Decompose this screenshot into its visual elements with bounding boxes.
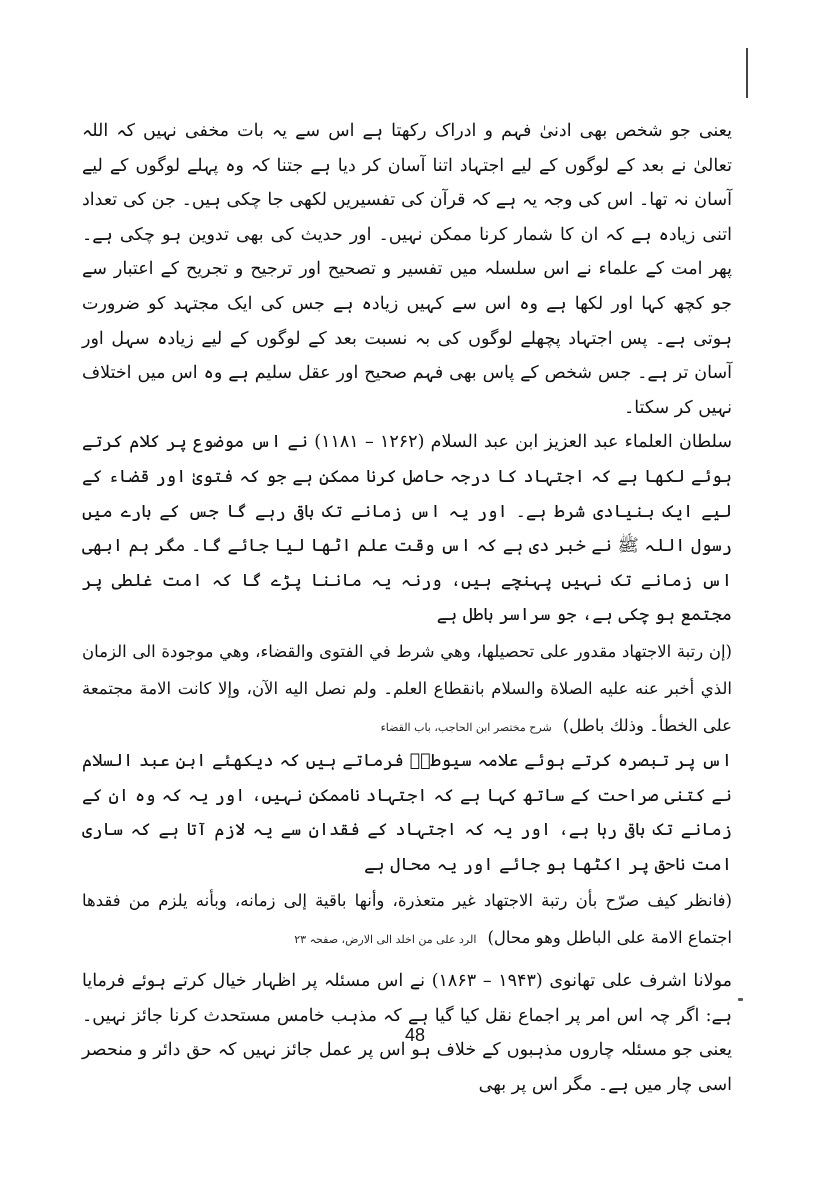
paragraph-4: مولانا اشرف علی تھانوی (۱۹۴۳ – ۱۸۶۳) نے اس مسئلہ پر اظہار خیال کرتے ہوئے فرمایا ہے: اگر چہ اس امر پر اجماع نقل کیا گیا ہے کہ مذہب خامس مستحدث کرنا جائز نہیں۔ یعنی جو مسئلہ چاروں مذہبوں کے خلاف ہو اس پر عمل جائز نہیں کہ حق دائر و منحصر اسی چار میں ہے۔ مگر اس پر بھی: [82, 971, 733, 1096]
paragraph-3: اس پر تبصرہ کرتے ہوئے علامہ سیوطیؒ فرماتے ہیں کہ دیکھئے ابن عبد السلام نے کتنی صراحت کے ساتھ کہا ہے کہ اجتہاد ناممکن نہیں، اور یہ کہ وہ ان کے زمانے تک باقی رہا ہے، اور یہ کہ اجتہاد کے فقدان سے یہ لازم آتا ہے کہ ساری امت ناحق پر اکٹھا ہو جائے اور یہ محال ہے: [82, 750, 732, 875]
source-reference-2: الرد علی من اخلد الی الارض، صفحہ ۲۳: [294, 933, 477, 947]
margin-dot: [738, 998, 743, 1001]
arabic-quote-block-2: [82, 882, 732, 956]
arabic-quote-block-1: [82, 633, 732, 744]
page-body: [82, 100, 732, 1103]
arabic-quote-2: (فانظر كيف صرّح بأن رتبة الاجتهاد غير متعذرة، وأنها باقية إلى زمانه، وبأنه يلزم من فقدها اجتماع الامة على الباطل وهو محال): [82, 891, 732, 948]
arabic-quote-1: (إن رتبة الاجتهاد مقدور على تحصيلها، وهي شرط في الفتوى والقضاء، وهي موجودة الى الزمان الذي أخبر عنه عليه الصلاة والسلام بانقطاع العلم۔ ولم نصل اليه الآن، وإلا كانت الامة مجتمعة على الخطأ۔ وذلك باطل): [82, 641, 732, 735]
margin-binding-line: [746, 48, 748, 98]
source-reference-1: شرح مختصر ابن الحاجب، باب القضاء: [380, 720, 552, 734]
paragraph-1: یعنی جو شخص بھی ادنیٰ فہم و ادراک رکھتا ہے اس سے یہ بات مخفی نہیں کہ اللہ تعالیٰ نے بعد کے لوگوں کے لیے اجتہاد اتنا آسان کر دیا ہے جتنا کہ وہ پہلے لوگوں کے لیے آسان نہ تھا۔ اس کی وجہ یہ ہے کہ قرآن کی تفسیریں لکھی جا چکی ہیں۔ جن کی تعداد اتنی زیادہ ہے کہ ان کا شمار کرنا ممکن نہیں۔ اور حدیث کی بھی تدوین ہو چکی ہے۔ پھر امت کے علماء نے اس سلسلہ میں تفسیر و تصحیح اور ترجیح و تجریح کے اعتبار سے جو کچھ کہا اور لکھا ہے وہ اس سے کہیں زیادہ ہے جس کی ایک مجتہد کو ضرورت ہوتی ہے۔ پس اجتہاد پچھلے لوگوں کی بہ نسبت بعد کے لوگوں کے لیے زیادہ سہل اور آسان تر ہے۔ جس شخص کے پاس بھی فہم صحیح اور عقل سلیم ہے وہ اس میں اختلاف نہیں کر سکتا۔: [82, 121, 732, 418]
paragraph-2: سلطان العلماء عبد العزیز ابن عبد السلام (۱۲۶۲ – ۱۱۸۱) نے اس موضوع پر کلام کرتے ہوئے لکھا ہے کہ اجتہاد کا درجہ حاصل کرنا ممکن ہے جو کہ فتویٰ اور قضاء کے لیے ایک بنیادی شرط ہے۔ اور یہ اس زمانے تک باقی رہے گا جس کے بارے میں رسول اللہ ﷺ نے خبر دی ہے کہ اس وقت علم اٹھا لیا جائے گا۔ مگر ہم ابھی اس زمانے تک نہیں پہنچے ہیں، ورنہ یہ ماننا پڑے گا کہ امت غلطی پر مجتمع ہو چکی ہے، جو سراسر باطل ہے: [82, 432, 732, 626]
page-number: 48: [404, 1025, 426, 1045]
